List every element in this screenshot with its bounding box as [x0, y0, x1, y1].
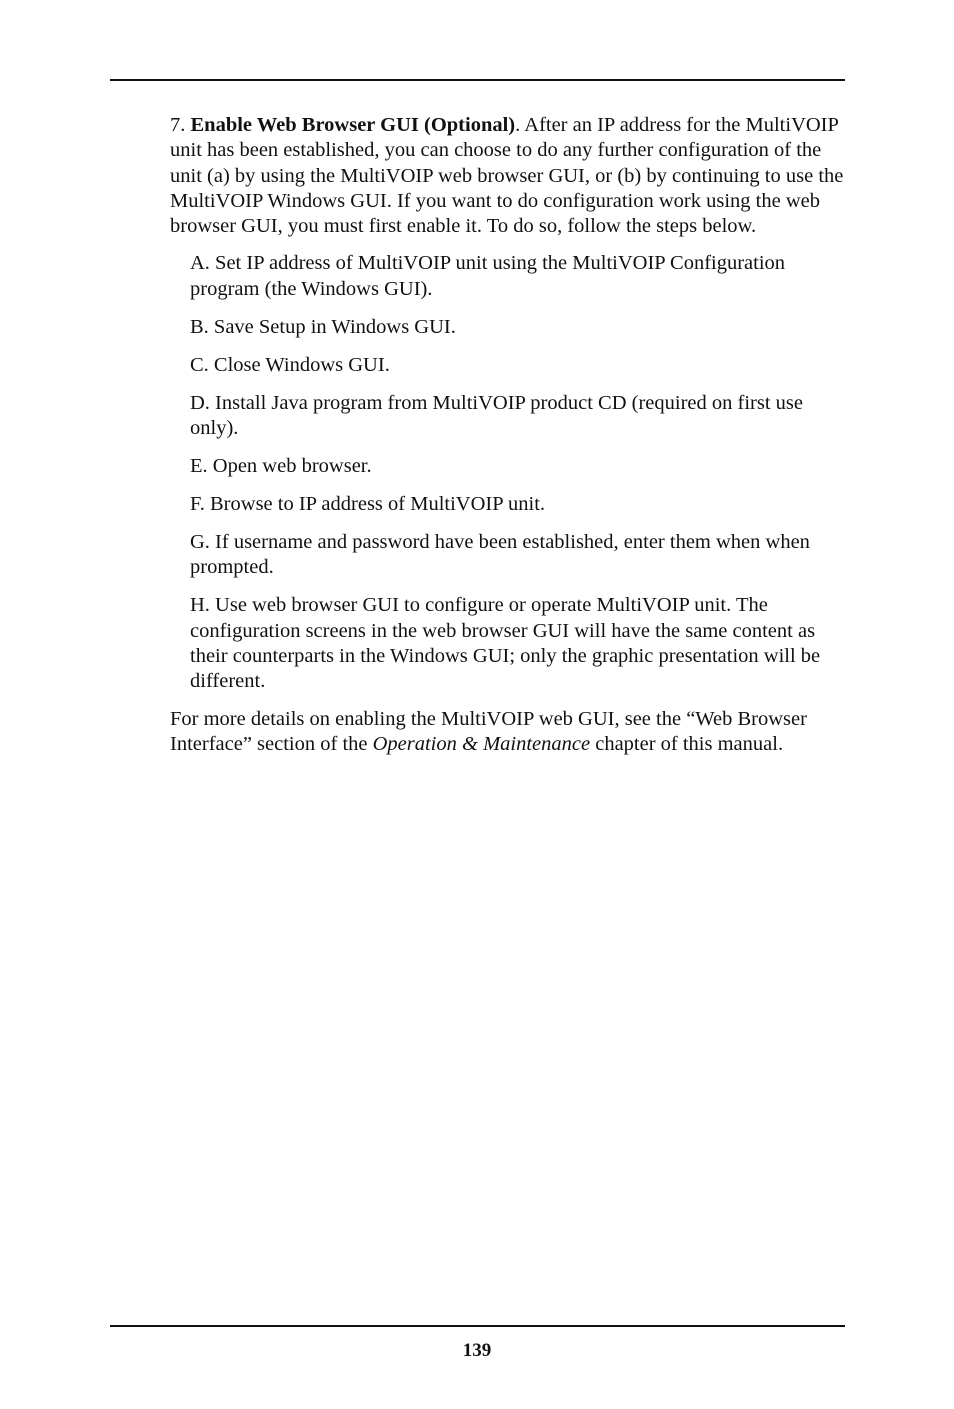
sub-step-e: E. Open web browser. [190, 455, 372, 478]
sub-steps-list [170, 251, 845, 694]
step-number: 7. [170, 114, 191, 136]
closing-text-after: chapter of this manual. [590, 733, 784, 756]
sub-step-d: D. Install Java program from MultiVOIP product CD (required on first use only). [190, 391, 803, 440]
closing-paragraph [170, 707, 845, 758]
chapter-reference: Operation & Maintenance [372, 733, 591, 756]
step-heading: Enable Web Browser GUI (Optional) [190, 114, 516, 136]
page-body [170, 113, 845, 758]
page-number: 139 [462, 1340, 492, 1361]
header-rule [110, 79, 845, 81]
sub-step-a: A. Set IP address of MultiVOIP unit using the MultiVOIP Configuration program (the Windows GUI). [190, 252, 786, 300]
sub-step-f: F. Browse to IP address of MultiVOIP unit. [190, 493, 546, 515]
step-description: . After an IP address for the MultiVOIP unit has been established, you can choose to do any further configuration of the unit (a) by using the MultiVOIP web browser GUI, or (b) by continuing to use the MultiVOIP Windows GUI. If you want to do configuration work using the web browser GUI, you must first enable it. To do so, follow the steps below. [170, 114, 844, 238]
footer-rule [110, 1325, 845, 1327]
sub-step-g: G. If username and password have been established, enter them when when prompted. [190, 530, 810, 579]
sub-step-b: B. Save Setup in Windows GUI. [190, 315, 456, 338]
sub-step-c: C. Close Windows GUI. [190, 353, 390, 376]
step-7-paragraph [170, 113, 845, 239]
closing-text-before: For more details on enabling the MultiVOIP web GUI, see the “Web Browser Interface” section of the [170, 708, 807, 756]
sub-step-h: H. Use web browser GUI to configure or operate MultiVOIP unit. The configuration screens in the web browser GUI will have the same content as their counterparts in the Windows GUI; only the graphic presentation will be different. [190, 594, 821, 693]
